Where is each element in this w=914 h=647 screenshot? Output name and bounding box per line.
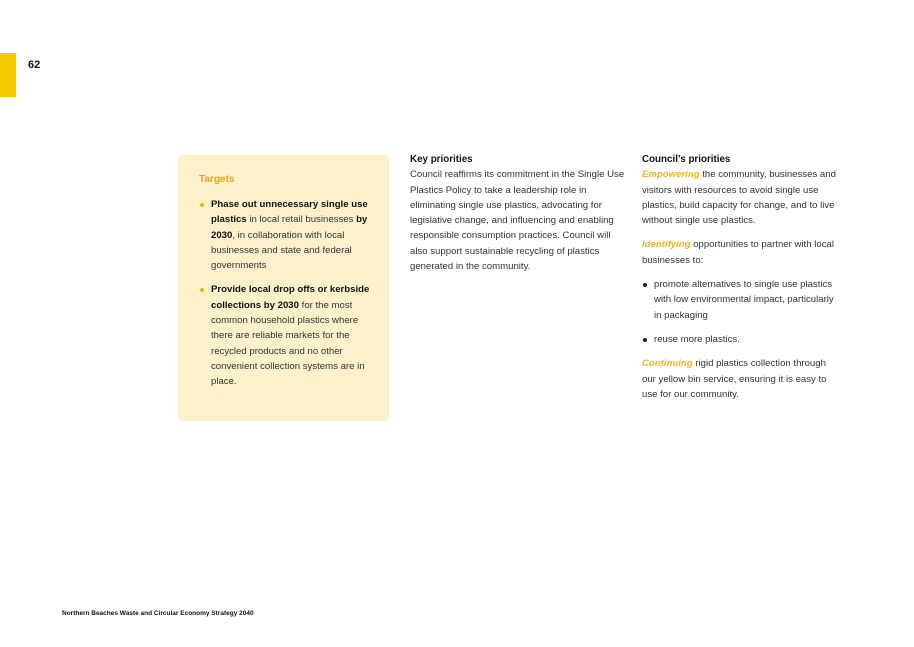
bullet-icon — [643, 283, 647, 287]
target-bold: Phase out unnecessary single use plastics — [211, 199, 368, 226]
page-tab — [0, 53, 16, 97]
target-text: in local retail businesses — [246, 214, 357, 226]
targets-panel — [178, 155, 389, 421]
bullet-icon — [200, 203, 204, 207]
document-footer: Northern Beaches Waste and Circular Economy Strategy 2040 — [62, 610, 254, 617]
priority-text: the community, businesses and visitors with resources to avoid single use plastics, build capacity for change, and to live without single use plastics. — [642, 169, 836, 227]
target-text: , in collaboration with local businesses and state and federal governments — [211, 229, 352, 272]
priority-bullets — [642, 277, 842, 347]
key-priorities-column — [410, 152, 625, 283]
councils-priorities-heading: Council’s priorities — [642, 154, 731, 165]
councils-priorities-column — [642, 152, 842, 411]
bullet-icon — [200, 288, 204, 292]
priority-text: rigid plastics collection through our yellow bin service, ensuring it is easy to use for our community. — [642, 358, 827, 400]
priority-keyword: Continuing — [642, 358, 693, 370]
target-bold: by 2030 — [211, 214, 368, 241]
targets-title: Targets — [199, 174, 235, 185]
list-item-text: reuse more plastics. — [654, 333, 740, 345]
key-priorities-heading: Key priorities — [410, 154, 473, 165]
page-number: 62 — [28, 59, 41, 71]
priority-keyword: Identifying — [642, 239, 691, 251]
priority-text: opportunities to partner with local businesses to: — [642, 239, 834, 266]
target-text: for the most common household plastics where there are reliable markets for the recycled products and no other convenient collection systems are in place. — [211, 299, 365, 388]
list-item — [642, 332, 842, 347]
target-item — [199, 197, 373, 273]
bullet-icon — [643, 338, 647, 342]
list-item — [642, 277, 842, 323]
priority-paragraph — [642, 356, 842, 402]
target-bold: Provide local drop offs or kerbside collections by 2030 — [211, 284, 370, 311]
priority-keyword: Empowering — [642, 169, 700, 181]
list-item-text: promote alternatives to single use plastics with low environmental impact, particularly in packaging — [654, 279, 834, 321]
targets-list — [199, 197, 373, 390]
priority-paragraph — [642, 167, 842, 228]
key-priorities-body: Council reaffirms its commitment in the Single Use Plastics Policy to take a leadership role in eliminating single use plastics, advocating for legislative change, and influencing and enabling responsible consumption practices. Council will also support sustainable recycling of plastics generated in the community. — [410, 169, 625, 273]
target-item — [199, 282, 373, 389]
priority-paragraph — [642, 237, 842, 268]
